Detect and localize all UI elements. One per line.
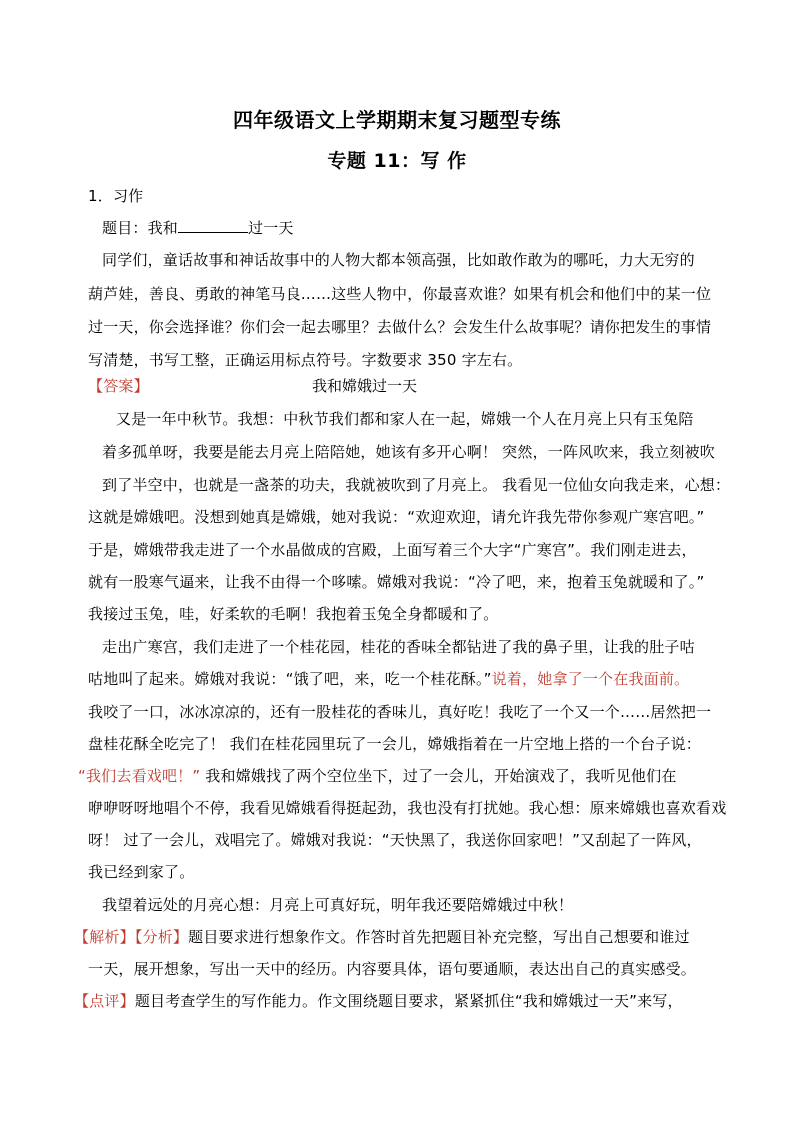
analysis-tag: 【解析】 xyxy=(74,928,135,946)
prompt-line: 写清楚，书写工整，正确运用标点符号。字数要求 350 字左右。 xyxy=(88,351,523,369)
analysis-line xyxy=(74,927,724,947)
prompt-line: 过一天，你会选择谁？你们会一起去哪里？去做什么？会发生什么故事呢？请你把发生的事情 xyxy=(88,318,712,336)
essay-line: 走出广寒宫，我们走进了一个桂花园，桂花的香味全都钻进了我的鼻子里，让我的肚子咕 xyxy=(102,638,695,656)
essay-text: 咕地叫了起来。嫦娥对我说：“饿了吧，来，吃一个桂花酥。” xyxy=(88,670,492,688)
analysis-subtag: 【分析】 xyxy=(134,928,189,946)
topic-blank xyxy=(178,218,248,233)
comment-line xyxy=(74,991,724,1011)
essay-line: 又是一年中秋节。我想：中秋节我们都和家人在一起，嫦娥一个人在月亮上只有玉兔陪 xyxy=(116,410,694,428)
comment-tag: 【点评】 xyxy=(74,992,135,1010)
essay-line: 这就是嫦娥吧。没想到她真是嫦娥，她对我说：“欢迎欢迎，请允许我先带你参观广寒宫吧。” xyxy=(88,508,705,526)
comment-text: 题目考查学生的写作能力。作文围绕题目要求，紧紧抓住“我和嫦娥过一天”来写， xyxy=(134,992,683,1010)
essay-line: 就有一股寒气逼来，让我不由得一个哆嗦。嫦娥对我说：“冷了吧，来，抱着玉兔就暖和了。” xyxy=(88,573,705,591)
analysis-text: 题目要求进行想象作文。作答时首先把题目补充完整，写出自己想要和谁过 xyxy=(188,928,690,946)
topic-prefix: 题目：我和 xyxy=(102,219,179,237)
page-subtitle: 专题 11：写 作 xyxy=(327,150,467,172)
essay-text: 我和嫦娥找了两个空位坐下，过了一会儿，开始演戏了，我听见他们在 xyxy=(200,767,677,785)
essay-text-highlight: 说着，她拿了一个在我面前。 xyxy=(491,670,690,688)
topic-suffix: 过一天 xyxy=(248,219,294,237)
page-title: 四年级语文上学期期末复习题型专练 xyxy=(233,108,561,132)
essay-line: 咿咿呀呀地唱个不停，我看见嫦娥看得挺起劲，我也没有打扰她。我心想：原来嫦娥也喜欢看戏 xyxy=(88,799,727,817)
essay-line: 我望着远处的月亮心想：月亮上可真好玩，明年我还要陪嫦娥过中秋！ xyxy=(102,896,574,914)
essay-text-highlight: “我们去看戏吧！” xyxy=(78,767,201,785)
essay-line: 盘桂花酥全吃完了！ 我们在桂花园里玩了一会儿，嫦娥指着在一片空地上搭的一个台子说： xyxy=(88,735,701,753)
essay-line: 着多孤单呀，我要是能去月亮上陪陪她，她该有多开心啊！ 突然，一阵风吹来，我立刻被吹 xyxy=(102,443,715,461)
question-topic xyxy=(102,218,752,238)
essay-line: 我接过玉兔，哇，好柔软的毛啊！我抱着玉兔全身都暖和了。 xyxy=(88,605,499,623)
essay-line: 呀！ 过了一会儿，戏唱完了。嫦娥对我说：“天快黑了，我送你回家吧！”又刮起了一阵风， xyxy=(88,831,702,849)
essay-line: 到了半空中，也就是一盏茶的功夫，我就被吹到了月亮上。 我看见一位仙女向我走来，心想： xyxy=(102,476,731,494)
essay-line: 于是，嫦娥带我走进了一个水晶做成的宫殿，上面写着三个大字“广寒宫”。我们刚走进去， xyxy=(88,541,697,559)
essay-title: 我和嫦娥过一天 xyxy=(312,377,418,395)
analysis-line: 一天，展开想象，写出一天中的经历。内容要具体，语句要通顺，表达出自己的真实感受。 xyxy=(88,960,697,978)
answer-tag: 【答案】 xyxy=(88,377,149,395)
essay-line: 我已经到家了。 xyxy=(88,863,195,881)
essay-line: 我咬了一口，冰冰凉凉的，还有一股桂花的香味儿，真好吃！我吃了一个又一个……居然把一 xyxy=(88,703,712,721)
prompt-line: 葫芦娃，善良、勇敢的神笔马良……这些人物中，你最喜欢谁？如果有机会和他们中的某一位 xyxy=(88,285,712,303)
essay-line xyxy=(88,669,738,689)
prompt-line: 同学们，童话故事和神话故事中的人物大都本领高强，比如敢作敢为的哪吒，力大无穷的 xyxy=(102,251,695,269)
question-number: 1．习作 xyxy=(88,187,144,205)
essay-line xyxy=(78,766,728,786)
